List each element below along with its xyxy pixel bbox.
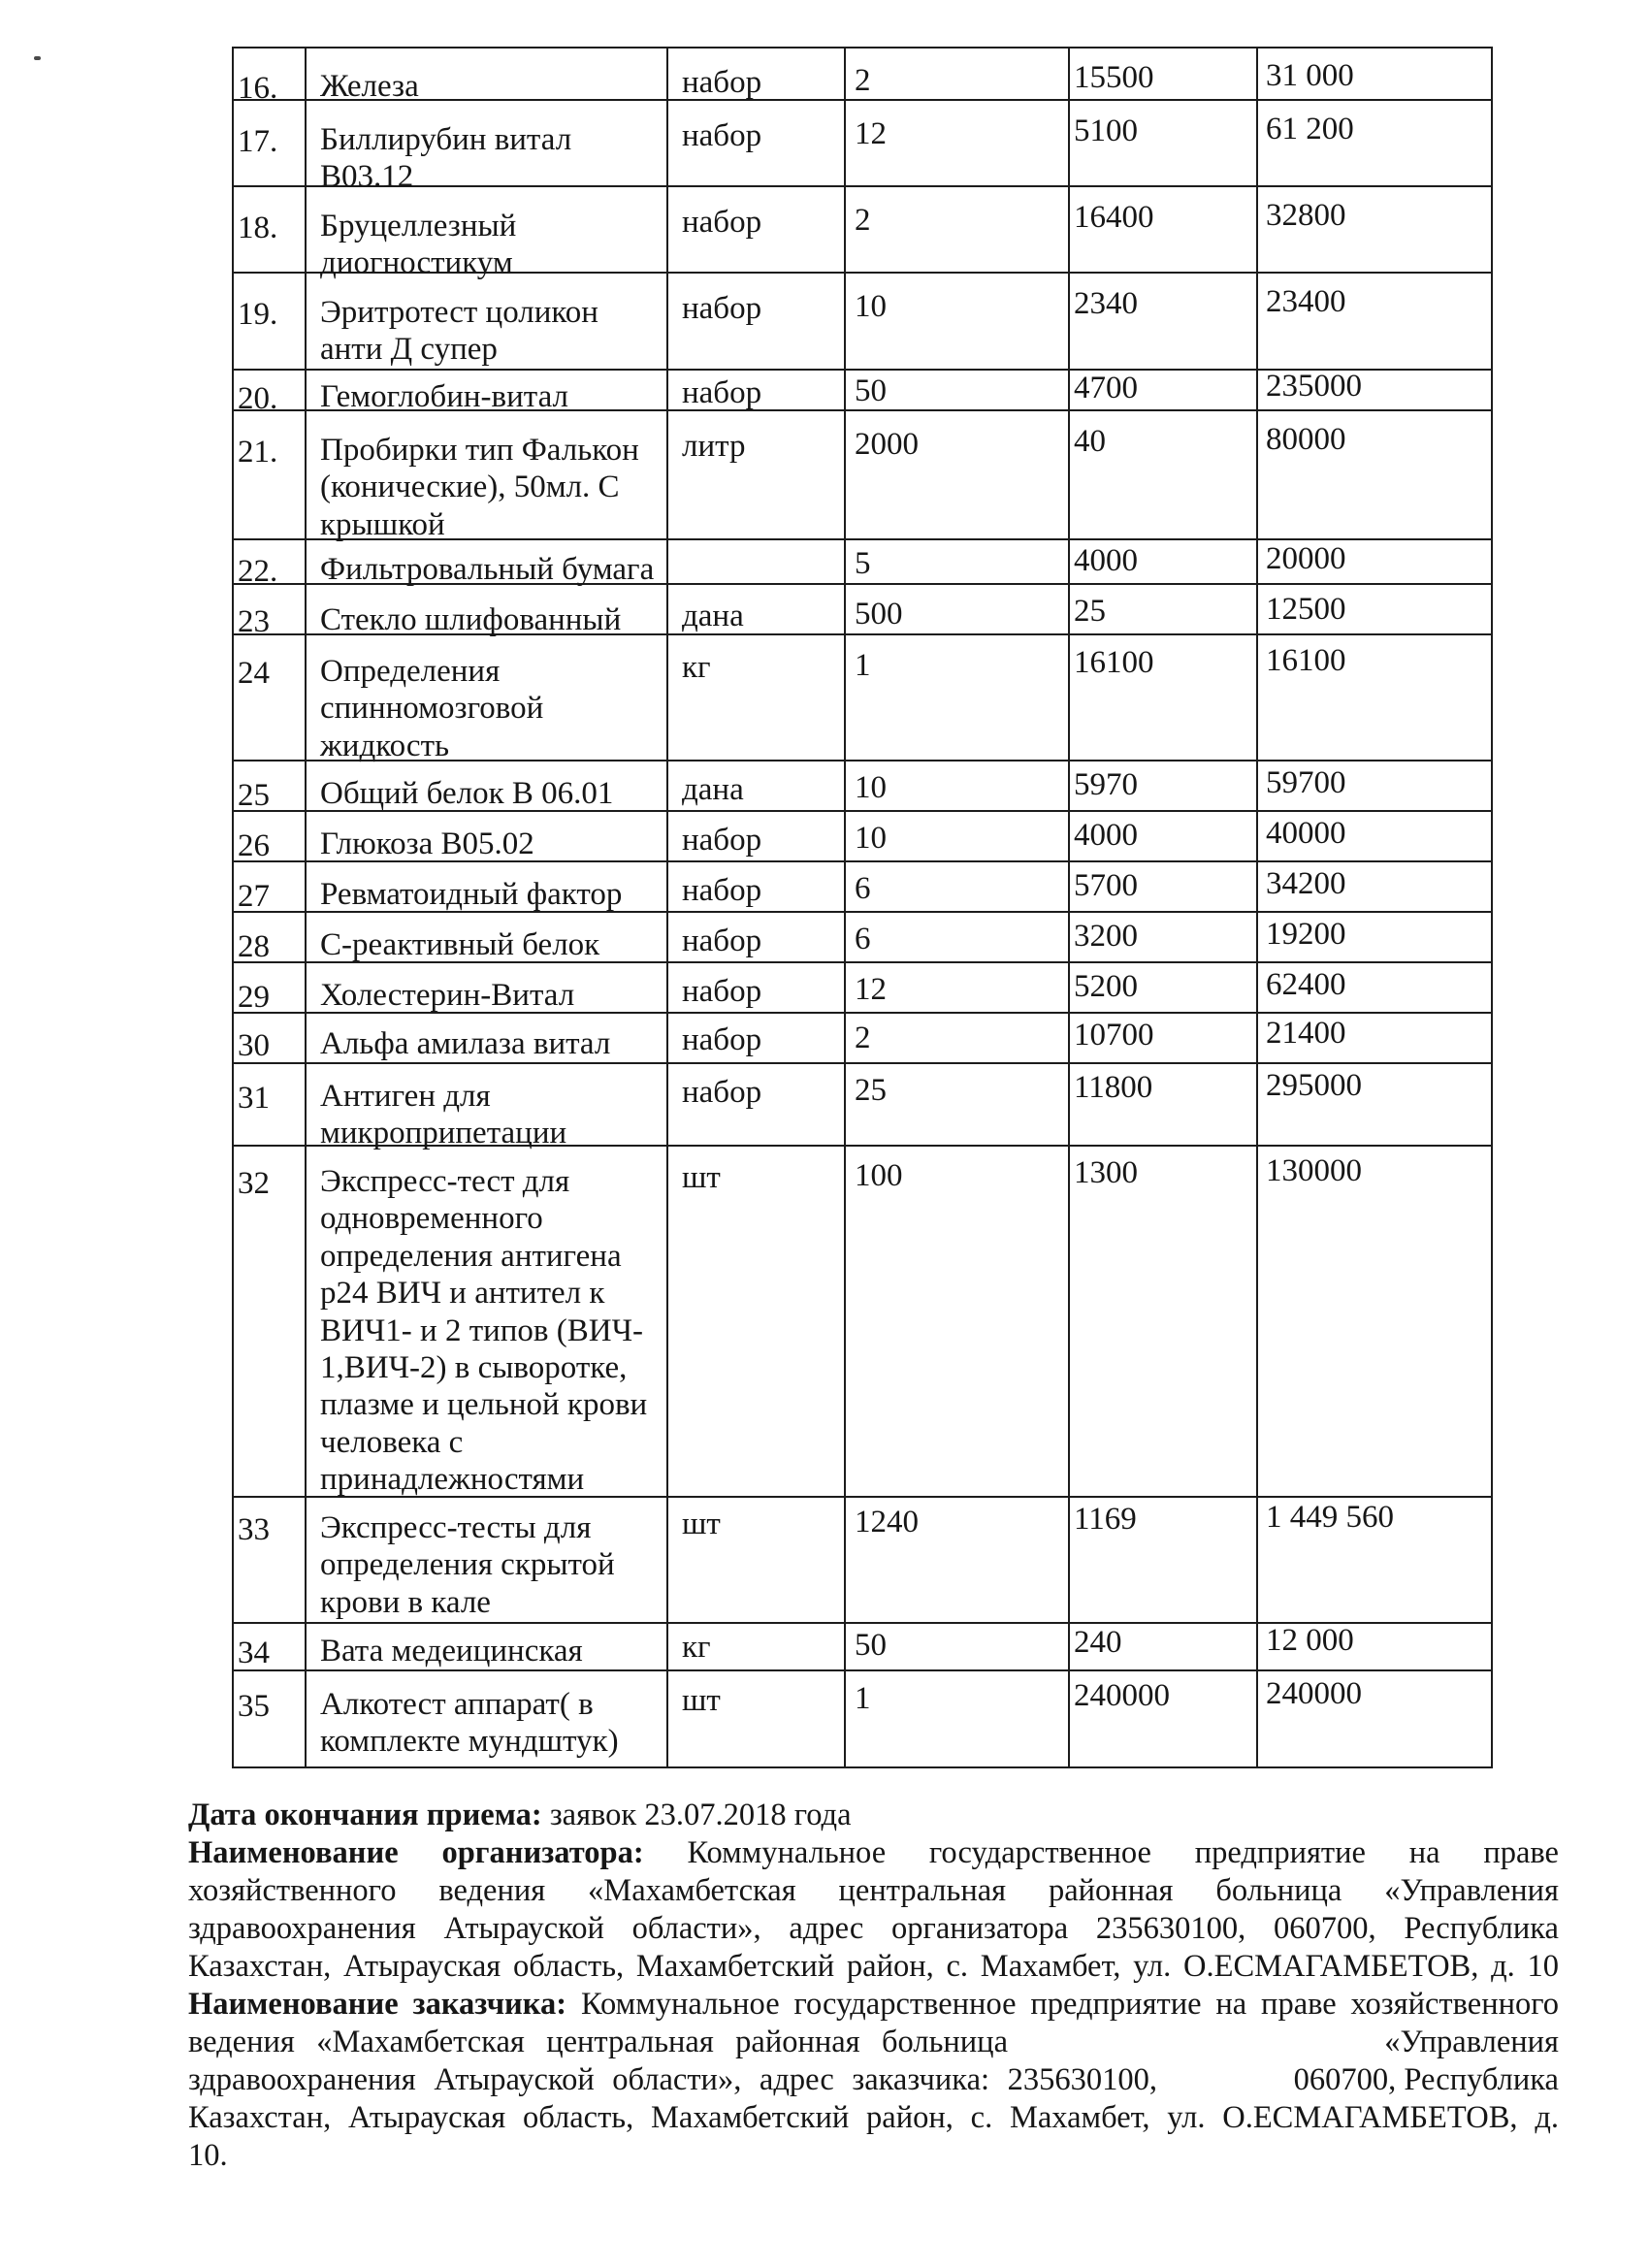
cell-quantity (845, 962, 1069, 1013)
cell-unit-text: набор (682, 923, 762, 958)
cell-sum-text: 59700 (1266, 765, 1346, 800)
organizer-label: Наименование организатора: (188, 1835, 644, 1870)
table-row (233, 100, 1492, 186)
cell-number (233, 100, 306, 186)
cell-number-text: 33 (238, 1512, 270, 1547)
cell-name-text: Бруцеллезный диогностикум (320, 209, 517, 281)
cell-price-text: 16100 (1074, 645, 1154, 680)
organizer-line: Казахстан, Атырауская область, Махамбетский район, с. Махамбет, ул. О.ЕСМАГАМБЕТОВ, д. 10 (188, 1949, 1559, 1984)
items-table (232, 47, 1493, 1768)
customer-text: Коммунальное государственное предприятие на праве хозяйственного (580, 1987, 1560, 2022)
cell-number (233, 48, 306, 106)
cell-price-text: 15500 (1074, 60, 1154, 95)
cell-number (233, 370, 306, 416)
cell-name-text: Глюкоза В05.02 (320, 826, 534, 861)
cell-quantity-text: 12 (855, 116, 887, 151)
items-table-body (233, 48, 1492, 1767)
cell-sum-text: 21400 (1266, 1016, 1346, 1051)
organizer-line (188, 1834, 1559, 1872)
cell-sum (1257, 962, 1492, 1013)
cell-unit (667, 1670, 845, 1767)
cell-sum (1257, 1670, 1492, 1767)
cell-quantity-text: 12 (855, 972, 887, 1007)
cell-number (233, 811, 306, 861)
cell-sum (1257, 1497, 1492, 1623)
cell-unit (667, 1623, 845, 1670)
cell-name-text: Пробирки тип Фалькон (конические), 50мл. С крышкой (320, 433, 639, 542)
cell-name-text: Эритротест цоликон анти Д супер (320, 295, 598, 368)
cell-quantity (845, 48, 1069, 100)
cell-quantity (845, 1146, 1069, 1497)
cell-price (1069, 912, 1257, 962)
cell-name (306, 48, 667, 104)
cell-price (1069, 48, 1257, 100)
cell-price (1069, 1063, 1257, 1146)
cell-price (1069, 1146, 1257, 1497)
cell-name (306, 100, 667, 195)
cell-unit-text: шт (682, 1507, 721, 1541)
cell-name (306, 584, 667, 637)
cell-price-text: 25 (1074, 594, 1106, 629)
table-row (233, 634, 1492, 761)
cell-price-text: 240 (1074, 1625, 1122, 1660)
cell-unit-text: набор (682, 974, 762, 1009)
cell-quantity (845, 1670, 1069, 1767)
cell-number-text: 16. (238, 71, 278, 106)
cell-name-text: Железа (320, 69, 419, 104)
cell-price-text: 5700 (1074, 868, 1138, 903)
customer-text: здравоохранения Атырауской области», адрес заказчика: 235630100, (188, 2062, 1157, 2097)
cell-unit-text: шт (682, 1683, 721, 1718)
cell-price-text: 3200 (1074, 919, 1138, 954)
cell-number-text: 20. (238, 381, 278, 416)
cell-name (306, 370, 667, 414)
cell-number-text: 19. (238, 297, 278, 332)
cell-unit (667, 1497, 845, 1623)
cell-name (306, 761, 667, 811)
cell-unit (667, 811, 845, 861)
cell-unit (667, 761, 845, 811)
table-row (233, 370, 1492, 410)
cell-unit-text: набор (682, 1022, 762, 1057)
cell-sum-text: 19200 (1266, 917, 1346, 952)
cell-unit-text: кг (682, 650, 711, 685)
cell-name-text: Ревматоидный фактор (320, 877, 623, 912)
cell-name-text: Антиген для микроприпетации (320, 1079, 567, 1151)
cell-sum (1257, 186, 1492, 273)
cell-quantity (845, 370, 1069, 410)
cell-name-text: Общий белок В 06.01 (320, 776, 614, 811)
cell-sum (1257, 861, 1492, 912)
cell-unit-text: набор (682, 291, 762, 326)
table-row (233, 584, 1492, 634)
cell-unit-text: набор (682, 873, 762, 908)
cell-quantity-text: 100 (855, 1158, 903, 1193)
cell-sum (1257, 912, 1492, 962)
cell-number (233, 186, 306, 273)
cell-quantity (845, 634, 1069, 761)
cell-sum-text: 34200 (1266, 866, 1346, 901)
cell-price-text: 4000 (1074, 543, 1138, 578)
cell-number (233, 962, 306, 1013)
cell-sum (1257, 410, 1492, 539)
cell-price-text: 10700 (1074, 1018, 1154, 1053)
cell-number (233, 1013, 306, 1063)
cell-number (233, 1497, 306, 1623)
cell-name-text: Экспресс-тесты для определения скрытой крови в кале (320, 1510, 615, 1620)
customer-text: «Управления (1384, 2025, 1559, 2059)
cell-sum (1257, 811, 1492, 861)
cell-name-text: Вата медеицинская (320, 1634, 583, 1669)
cell-price (1069, 539, 1257, 584)
cell-name (306, 811, 667, 861)
cell-price (1069, 1623, 1257, 1670)
cell-sum-text: 32800 (1266, 198, 1346, 233)
cell-unit (667, 584, 845, 634)
cell-sum (1257, 370, 1492, 410)
table-row (233, 1623, 1492, 1670)
cell-unit-text: набор (682, 118, 762, 153)
cell-number-text: 35 (238, 1689, 270, 1724)
cell-unit-text: набор (682, 205, 762, 240)
cell-sum (1257, 48, 1492, 100)
notice-text (188, 1797, 1559, 2175)
cell-quantity-text: 5 (855, 546, 871, 581)
table-row (233, 1497, 1492, 1623)
customer-line (188, 1986, 1559, 2024)
customer-line (188, 2024, 1559, 2061)
cell-sum-text: 1 449 560 (1266, 1500, 1394, 1535)
cell-name (306, 1497, 667, 1623)
cell-sum-text: 240000 (1266, 1676, 1362, 1711)
cell-name (306, 1670, 667, 1767)
cell-unit (667, 1063, 845, 1146)
cell-quantity-text: 2 (855, 63, 871, 98)
cell-name-text: Экспресс-тест для одновременного определения антигена р24 ВИЧ и антител к ВИЧ1- и 2 типов (ВИЧ- 1,ВИЧ-2) в сыворотке, плазме и цельной крови человека с принадлежностями (320, 1164, 648, 1498)
cell-price (1069, 761, 1257, 811)
table-row (233, 811, 1492, 861)
table-row (233, 48, 1492, 100)
organizer-line: хозяйственного ведения «Махамбетская центральная районная больница «Управления (188, 1873, 1559, 1908)
cell-unit (667, 861, 845, 912)
table-row (233, 410, 1492, 539)
cell-price (1069, 273, 1257, 370)
cell-price (1069, 370, 1257, 410)
cell-sum-text: 12 000 (1266, 1623, 1354, 1658)
cell-quantity (845, 912, 1069, 962)
cell-sum (1257, 1063, 1492, 1146)
table-row (233, 186, 1492, 273)
cell-number-text: 31 (238, 1081, 270, 1116)
cell-number (233, 1670, 306, 1767)
table-row (233, 273, 1492, 370)
cell-number-text: 32 (238, 1166, 270, 1201)
cell-name (306, 539, 667, 587)
cell-number (233, 539, 306, 589)
cell-sum-text: 20000 (1266, 541, 1346, 576)
cell-number (233, 1623, 306, 1670)
cell-name (306, 410, 667, 542)
cell-price-text: 5970 (1074, 767, 1138, 802)
cell-quantity-text: 500 (855, 597, 903, 632)
cell-quantity (845, 1497, 1069, 1623)
customer-text: ведения «Махамбетская центральная районная больница (188, 2025, 1008, 2059)
cell-sum-text: 80000 (1266, 422, 1346, 457)
table-row (233, 1063, 1492, 1146)
cell-sum-text: 61 200 (1266, 112, 1354, 146)
cell-number-text: 23 (238, 604, 270, 639)
deadline-line (188, 1797, 1559, 1834)
cell-unit (667, 962, 845, 1013)
organizer-line: здравоохранения Атырауской области», адрес организатора 235630100, 060700, Республика (188, 1911, 1559, 1946)
customer-label: Наименование заказчика: (188, 1987, 567, 2022)
cell-number-text: 18. (238, 211, 278, 245)
cell-price (1069, 962, 1257, 1013)
cell-price-text: 5100 (1074, 113, 1138, 148)
cell-price (1069, 1670, 1257, 1767)
cell-quantity (845, 539, 1069, 584)
cell-price-text: 240000 (1074, 1678, 1170, 1713)
cell-number-text: 34 (238, 1636, 270, 1670)
cell-price (1069, 410, 1257, 539)
cell-name-text: Фильтровальный бумага (320, 552, 655, 587)
cell-sum (1257, 634, 1492, 761)
cell-quantity (845, 1063, 1069, 1146)
table-row (233, 861, 1492, 912)
cell-unit (667, 273, 845, 370)
cell-price-text: 40 (1074, 424, 1106, 459)
cell-quantity-text: 1 (855, 1681, 871, 1716)
cell-number (233, 1063, 306, 1146)
cell-name-text: С-реактивный белок (320, 927, 600, 962)
cell-price (1069, 186, 1257, 273)
cell-price-text: 16400 (1074, 200, 1154, 235)
cell-price-text: 11800 (1074, 1070, 1153, 1105)
cell-name-text: Определения спинномозговой жидкость (320, 654, 544, 763)
cell-number (233, 634, 306, 761)
cell-unit (667, 1146, 845, 1497)
cell-name-text: Биллирубин витал В03.12 (320, 122, 572, 195)
deadline-value: заявок 23.07.2018 года (549, 1798, 852, 1832)
cell-unit (667, 634, 845, 761)
cell-number-text: 26 (238, 828, 270, 863)
cell-quantity (845, 811, 1069, 861)
cell-quantity (845, 861, 1069, 912)
cell-name (306, 634, 667, 761)
cell-sum-text: 40000 (1266, 816, 1346, 851)
cell-number-text: 28 (238, 929, 270, 964)
cell-sum-text: 12500 (1266, 592, 1346, 627)
cell-sum-text: 16100 (1266, 643, 1346, 678)
cell-name-text: Холестерин-Витал (320, 978, 575, 1013)
cell-number-text: 21. (238, 435, 278, 470)
customer-line: Казахстан, Атырауская область, Махамбетский район, с. Махамбет, ул. О.ЕСМАГАМБЕТОВ, д. (188, 2100, 1559, 2135)
cell-quantity-text: 1240 (855, 1505, 919, 1539)
organizer-text: Коммунальное государственное предприятие на праве (687, 1835, 1559, 1870)
cell-quantity (845, 761, 1069, 811)
cell-sum (1257, 1013, 1492, 1063)
cell-unit (667, 539, 845, 584)
cell-quantity (845, 1013, 1069, 1063)
cell-number (233, 861, 306, 912)
cell-unit-text: набор (682, 823, 762, 858)
cell-unit-text: шт (682, 1160, 721, 1195)
cell-quantity (845, 410, 1069, 539)
cell-name (306, 1063, 667, 1151)
cell-number-text: 30 (238, 1028, 270, 1063)
cell-sum-text: 62400 (1266, 967, 1346, 1002)
cell-unit-text: дана (682, 772, 744, 807)
cell-quantity-text: 2 (855, 1021, 871, 1055)
cell-quantity (845, 1623, 1069, 1670)
cell-price-text: 1169 (1074, 1502, 1137, 1537)
cell-number (233, 761, 306, 811)
cell-sum (1257, 539, 1492, 584)
cell-name (306, 1013, 667, 1063)
cell-name (306, 962, 667, 1013)
cell-quantity (845, 100, 1069, 186)
cell-name (306, 912, 667, 962)
cell-price-text: 5200 (1074, 969, 1138, 1004)
cell-unit-text: набор (682, 65, 762, 100)
cell-quantity (845, 273, 1069, 370)
cell-quantity-text: 10 (855, 289, 887, 324)
cell-unit-text: набор (682, 375, 762, 410)
cell-price-text: 4700 (1074, 371, 1138, 405)
cell-unit (667, 1013, 845, 1063)
cell-price (1069, 634, 1257, 761)
cell-unit (667, 410, 845, 539)
cell-name-text: Стекло шлифованный (320, 602, 622, 637)
cell-sum (1257, 273, 1492, 370)
cell-sum-text: 130000 (1266, 1153, 1362, 1188)
customer-line: 10. (188, 2138, 228, 2173)
cell-unit (667, 48, 845, 100)
cell-quantity-text: 50 (855, 373, 887, 408)
cell-quantity-text: 2000 (855, 427, 919, 462)
cell-quantity (845, 186, 1069, 273)
cell-name (306, 186, 667, 281)
cell-unit (667, 186, 845, 273)
cell-price-text: 4000 (1074, 818, 1138, 853)
cell-unit-text: дана (682, 599, 744, 633)
customer-text: 060700, Республика (1293, 2062, 1559, 2097)
cell-name-text: Алкотест аппарат( в комплекте мундштук) (320, 1687, 619, 1760)
cell-sum-text: 31 000 (1266, 58, 1354, 93)
cell-price-text: 2340 (1074, 286, 1138, 321)
cell-number-text: 25 (238, 778, 270, 813)
cell-number-text: 22. (238, 554, 278, 589)
cell-number (233, 584, 306, 639)
table-row (233, 539, 1492, 584)
cell-unit-text: кг (682, 1630, 711, 1665)
cell-price (1069, 1497, 1257, 1623)
cell-quantity-text: 1 (855, 648, 871, 683)
cell-sum (1257, 761, 1492, 811)
cell-number (233, 912, 306, 962)
cell-quantity-text: 6 (855, 871, 871, 906)
cell-sum (1257, 1623, 1492, 1670)
cell-sum-text: 235000 (1266, 369, 1362, 404)
cell-unit-text: набор (682, 1075, 762, 1110)
cell-quantity-text: 50 (855, 1628, 887, 1663)
cell-number-text: 27 (238, 879, 270, 914)
cell-price (1069, 1013, 1257, 1063)
cell-quantity-text: 10 (855, 821, 887, 856)
table-row (233, 912, 1492, 962)
cell-number-text: 29 (238, 980, 270, 1015)
cell-name (306, 1623, 667, 1670)
cell-name (306, 1146, 667, 1497)
cell-quantity-text: 2 (855, 203, 871, 238)
table-row (233, 962, 1492, 1013)
cell-sum-text: 295000 (1266, 1068, 1362, 1103)
cell-unit (667, 100, 845, 186)
cell-sum (1257, 1146, 1492, 1497)
cell-name (306, 861, 667, 912)
cell-quantity-text: 6 (855, 922, 871, 956)
table-row (233, 761, 1492, 811)
cell-sum (1257, 100, 1492, 186)
cell-sum-text: 23400 (1266, 284, 1346, 319)
cell-quantity-text: 25 (855, 1073, 887, 1108)
cell-unit (667, 370, 845, 410)
deadline-label: Дата окончания приема: (188, 1798, 542, 1832)
cell-name-text: Гемоглобин-витал (320, 379, 568, 414)
cell-number-text: 24 (238, 656, 270, 691)
cell-price (1069, 861, 1257, 912)
cell-number-text: 17. (238, 124, 278, 159)
scan-speck (34, 56, 41, 60)
cell-price (1069, 584, 1257, 634)
cell-price (1069, 811, 1257, 861)
cell-quantity (845, 584, 1069, 634)
cell-unit-text: литр (682, 429, 746, 464)
cell-unit (667, 912, 845, 962)
cell-number (233, 1146, 306, 1497)
table-row (233, 1146, 1492, 1497)
cell-sum (1257, 584, 1492, 634)
customer-line (188, 2061, 1559, 2099)
cell-quantity-text: 10 (855, 770, 887, 805)
table-row (233, 1013, 1492, 1063)
cell-price-text: 1300 (1074, 1155, 1138, 1190)
cell-name-text: Альфа амилаза витал (320, 1026, 611, 1061)
cell-number (233, 273, 306, 370)
cell-price (1069, 100, 1257, 186)
cell-number (233, 410, 306, 539)
cell-name (306, 273, 667, 370)
table-row (233, 1670, 1492, 1767)
